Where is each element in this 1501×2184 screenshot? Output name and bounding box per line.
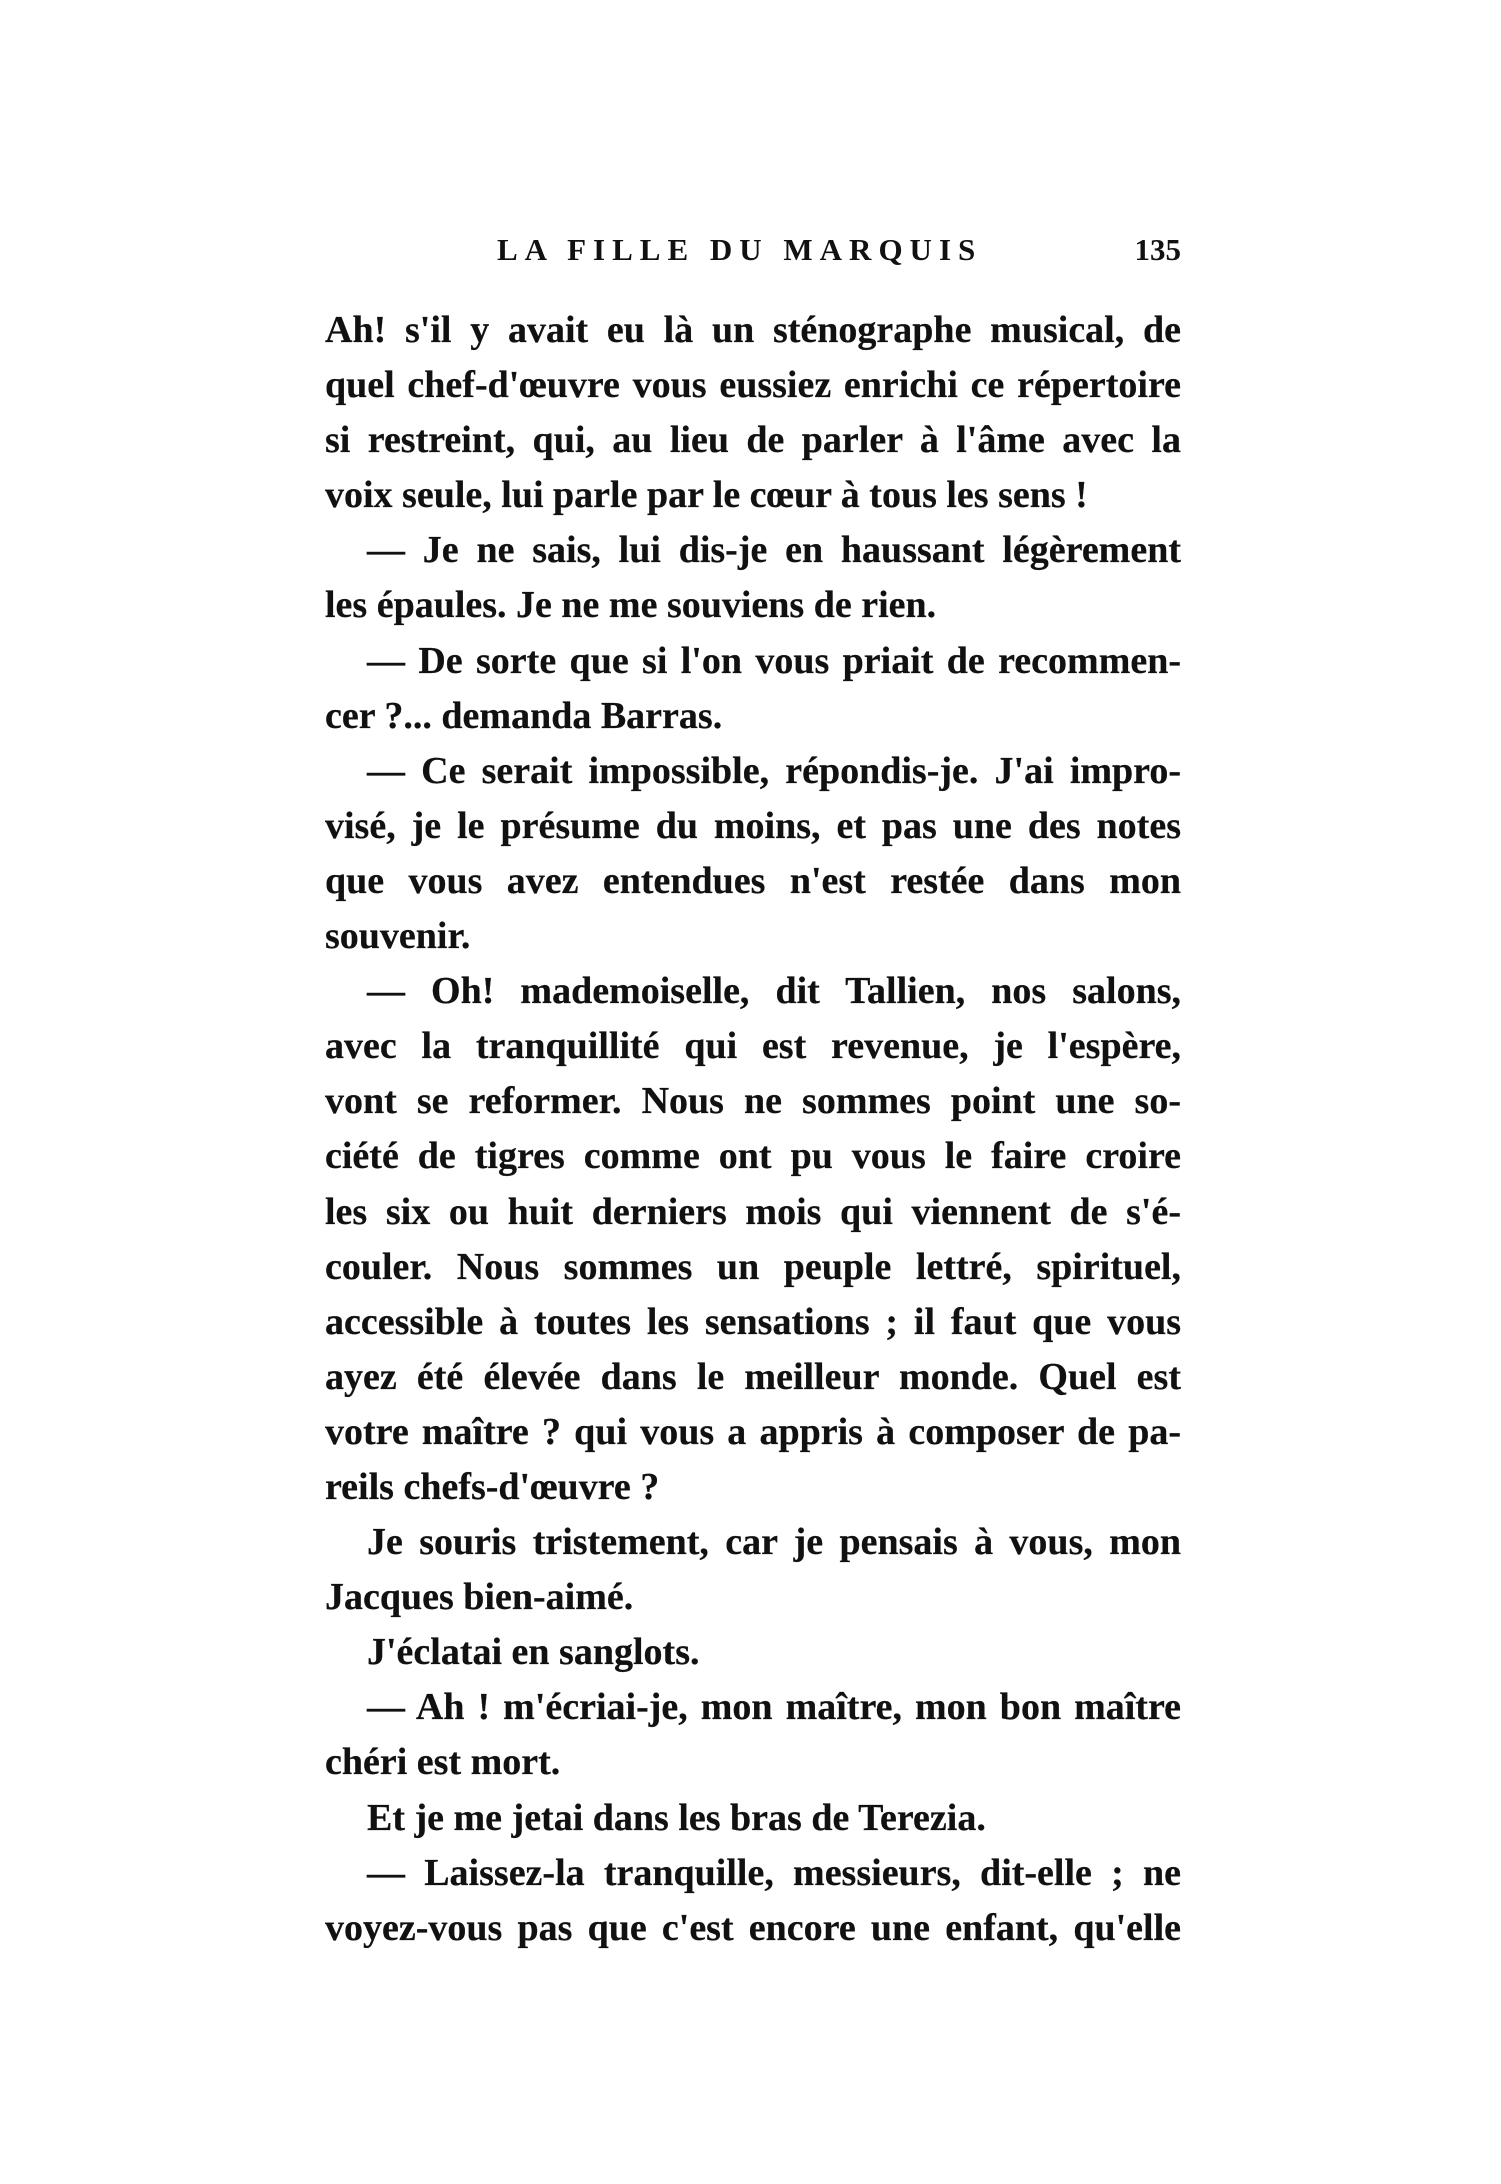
paragraph xyxy=(325,1680,1181,1790)
text-line: — Oh! mademoiselle, dit Tallien, nos salons, xyxy=(367,970,1181,1013)
text-line: Jacques bien-aimé. xyxy=(325,1576,634,1619)
paragraph xyxy=(325,1515,1181,1625)
text-line: Ah! s'il y avait eu là un sténographe musical, de xyxy=(325,309,1181,351)
text-line: quel chef-d'œuvre vous eussiez enrichi ce répertoire xyxy=(325,364,1181,407)
text-line: — Je ne sais, lui dis-je en haussant légèrement xyxy=(367,529,1181,572)
paragraph xyxy=(325,1625,1181,1680)
text-line: — Ah ! m'écriai-je, mon maître, mon bon maître xyxy=(367,1686,1181,1729)
running-header xyxy=(325,232,1181,282)
text-line: couler. Nous sommes un peuple lettré, spirituel, xyxy=(325,1245,1181,1288)
paragraph xyxy=(325,1846,1181,1956)
text-line: Je souris tristement, car je pensais à vous, mon xyxy=(367,1521,1181,1564)
text-line: souvenir. xyxy=(325,915,471,958)
text-line: Et je me jetai dans les bras de Terezia. xyxy=(367,1796,986,1839)
text-line: ayez été élevée dans le meilleur monde. Quel est xyxy=(325,1355,1181,1398)
paragraph xyxy=(325,634,1181,744)
running-title: LA FILLE DU MARQUIS xyxy=(497,232,983,267)
text-line: les six ou huit derniers mois qui viennent de s'é- xyxy=(325,1190,1181,1233)
text-line: J'éclatai en sanglots. xyxy=(367,1631,700,1674)
page-number: 135 xyxy=(1134,232,1181,267)
paragraph xyxy=(325,744,1181,964)
text-line: votre maître ? qui vous a appris à composer de pa- xyxy=(325,1410,1181,1453)
paragraph xyxy=(325,303,1181,523)
text-line: visé, je le présume du moins, et pas une des notes xyxy=(325,804,1181,847)
text-line: cer ?... demanda Barras. xyxy=(325,694,723,737)
text-line: les épaules. Je ne me souviens de rien. xyxy=(325,584,937,627)
text-line: reils chefs-d'œuvre ? xyxy=(325,1465,660,1508)
text-line: voix seule, lui parle par le cœur à tous les sens ! xyxy=(325,474,1088,517)
text-line: que vous avez entendues n'est restée dans mon xyxy=(325,859,1181,902)
text-line: voyez-vous pas que c'est encore une enfant, qu'elle xyxy=(325,1906,1181,1949)
text-line: accessible à toutes les sensations ; il faut que vous xyxy=(325,1300,1181,1343)
text-line: avec la tranquillité qui est revenue, je l'espère, xyxy=(325,1025,1181,1068)
text-line: — Ce serait impossible, répondis-je. J'ai impro- xyxy=(367,749,1181,792)
paragraph xyxy=(325,1791,1181,1846)
text-line: ciété de tigres comme ont pu vous le faire croire xyxy=(325,1135,1181,1178)
paragraph xyxy=(325,523,1181,633)
paragraph xyxy=(325,964,1181,1515)
text-line: — Laissez-la tranquille, messieurs, dit-elle ; ne xyxy=(367,1851,1181,1894)
text-line: vont se reformer. Nous ne sommes point une so- xyxy=(325,1080,1181,1123)
page-body-text xyxy=(325,303,1181,1956)
text-line: — De sorte que si l'on vous priait de recommen- xyxy=(367,639,1181,682)
text-line: si restreint, qui, au lieu de parler à l'âme avec la xyxy=(325,419,1181,462)
text-line: chéri est mort. xyxy=(325,1741,561,1784)
